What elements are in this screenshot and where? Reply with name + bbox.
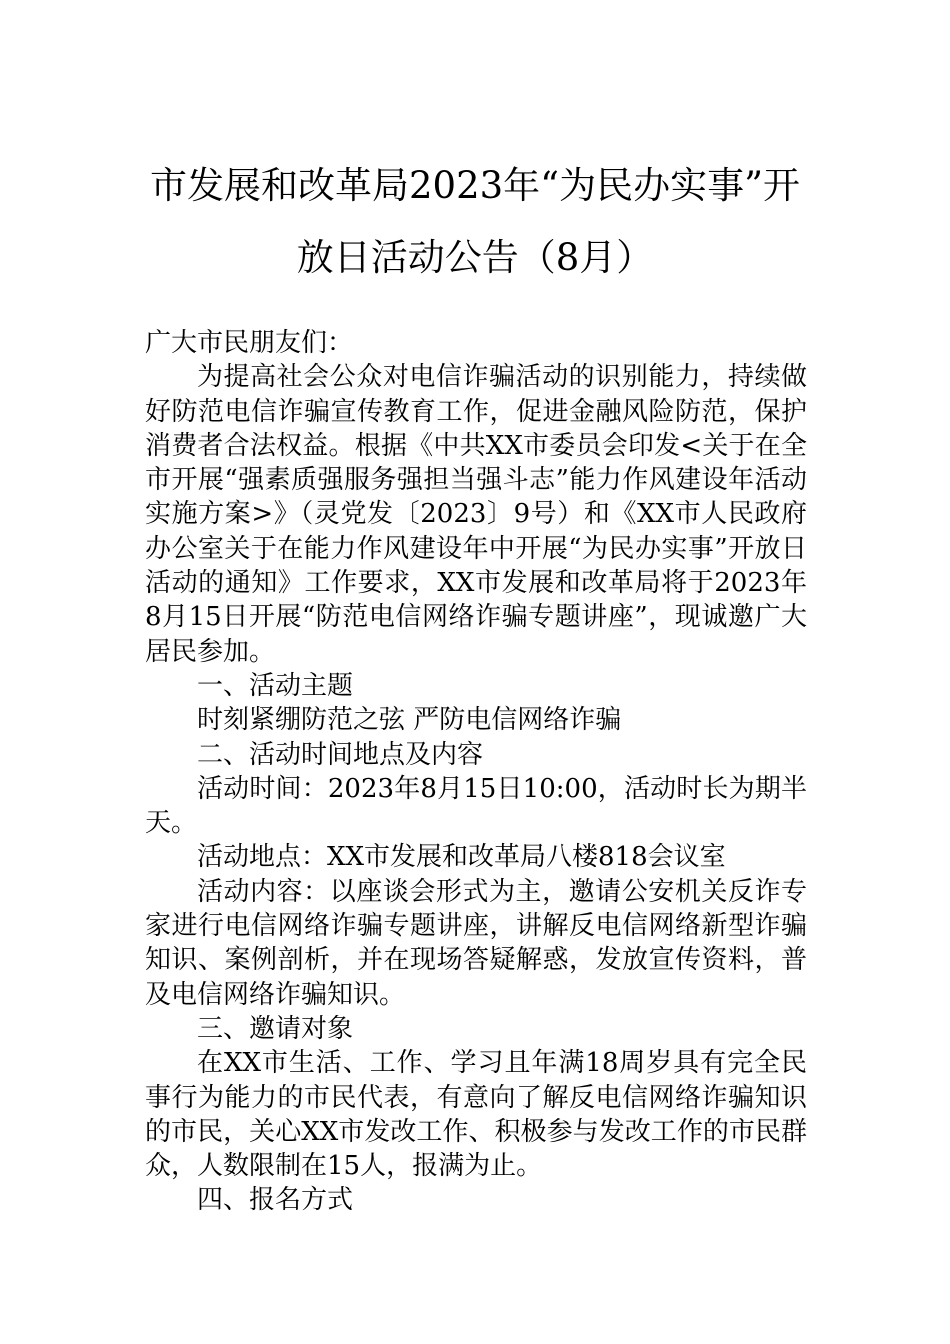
section-1-heading: 一、活动主题	[197, 670, 354, 701]
section-4-heading: 四、报名方式	[197, 1185, 354, 1216]
activity-content: 活动内容：以座谈会形式为主，邀请公安机关反诈专家进行电信网络诈骗专题讲座，讲解反电信网络新型诈骗知识、案例剖析，并在现场答疑解惑，发放宣传资料，普及电信网络诈骗知识。	[145, 876, 807, 1010]
activity-theme: 时刻紧绷防范之弦 严防电信网络诈骗	[197, 705, 622, 736]
activity-time: 活动时间：2023年8月15日10:00，活动时长为期半天。	[145, 773, 807, 839]
intro-paragraph: 为提高社会公众对电信诈骗活动的识别能力，持续做好防范电信诈骗宣传教育工作，促进金融风险防范，保护消费者合法权益。根据《中共XX市委员会印发<关于在全市开展“强素质强服务强担当强斗志”能力作风建设年活动实施方案>》（灵党发〔2023〕9号）和《XX市人民政府办公室关于在能力作风建设年中开展“为民办实事”开放日活动的通知》工作要求，XX市发展和改革局将于2023年8月15日开展“防范电信网络诈骗专题讲座”，现诚邀广大居民参加。	[145, 362, 807, 667]
salutation: 广大市民朋友们：	[145, 328, 354, 358]
section-3-heading: 三、邀请对象	[197, 1013, 354, 1044]
document-body	[145, 326, 807, 1218]
invitees-paragraph: 在XX市生活、工作、学习且年满18周岁具有完全民事行为能力的市民代表，有意向了解反电信网络诈骗知识的市民，关心XX市发改工作、积极参与发改工作的市民群众，人数限制在15人，报满为止。	[145, 1048, 807, 1182]
document-title-line-1: 市发展和改革局2023年“为民办实事”开	[150, 164, 800, 207]
section-2-heading: 二、活动时间地点及内容	[197, 739, 484, 770]
activity-place: 活动地点：XX市发展和改革局八楼818会议室	[197, 842, 726, 873]
document-title-line-2: 放日活动公告（8月）	[296, 236, 654, 279]
